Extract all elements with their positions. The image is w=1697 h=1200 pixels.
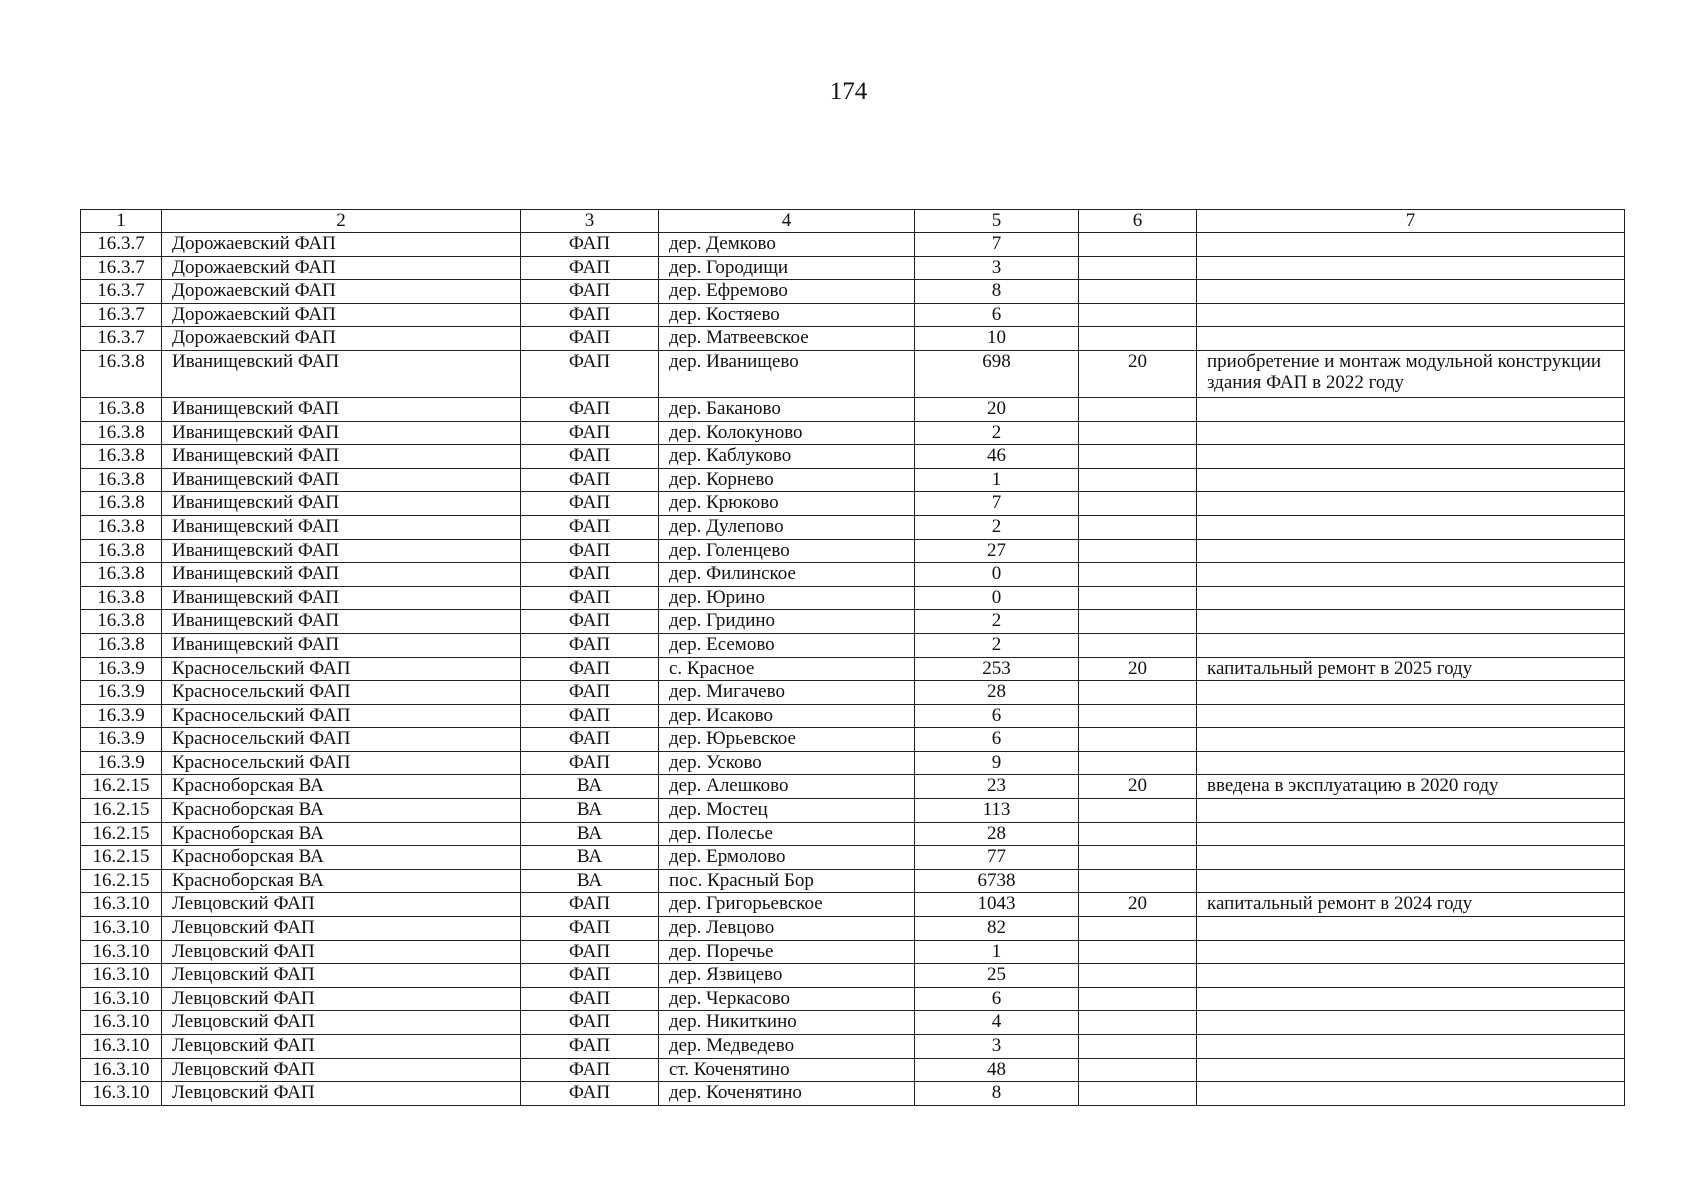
settlement-cell: дер. Городищи [659,256,915,280]
table-row [81,468,1625,492]
facility-name-cell: Иванищевский ФАП [162,610,521,634]
settlement-cell: дер. Гридино [659,610,915,634]
population-cell: 46 [915,445,1079,469]
note-cell [1197,704,1625,728]
settlement-cell: дер. Поречье [659,940,915,964]
settlement-cell: дер. Никиткино [659,1011,915,1035]
table-body [81,233,1625,1106]
facility-type-cell: ФАП [521,751,659,775]
table-row [81,586,1625,610]
population-cell: 6738 [915,869,1079,893]
note-cell [1197,327,1625,351]
note-cell [1197,1082,1625,1106]
facility-name-cell: Иванищевский ФАП [162,563,521,587]
table-row [81,515,1625,539]
table-row [81,751,1625,775]
note-cell [1197,822,1625,846]
row-number-cell: 16.3.8 [81,539,162,563]
table-row [81,1035,1625,1059]
population-cell: 82 [915,917,1079,941]
column-header: 1 [81,210,162,233]
facility-name-cell: Иванищевский ФАП [162,492,521,516]
column-header: 5 [915,210,1079,233]
distance-cell [1079,327,1197,351]
distance-cell [1079,869,1197,893]
table-row [81,775,1625,799]
facility-type-cell: ВА [521,775,659,799]
note-cell [1197,681,1625,705]
table-row [81,846,1625,870]
settlements-table [80,209,1625,1106]
column-header: 7 [1197,210,1625,233]
distance-cell [1079,704,1197,728]
facility-type-cell: ВА [521,846,659,870]
settlement-cell: дер. Корнево [659,468,915,492]
row-number-cell: 16.3.10 [81,940,162,964]
population-cell: 25 [915,964,1079,988]
population-cell: 6 [915,704,1079,728]
row-number-cell: 16.3.9 [81,681,162,705]
distance-cell [1079,633,1197,657]
row-number-cell: 16.3.10 [81,1035,162,1059]
facility-type-cell: ФАП [521,657,659,681]
facility-type-cell: ФАП [521,303,659,327]
note-cell [1197,1058,1625,1082]
table-row [81,563,1625,587]
table-row [81,1058,1625,1082]
facility-type-cell: ФАП [521,397,659,421]
facility-name-cell: Иванищевский ФАП [162,586,521,610]
note-cell [1197,1035,1625,1059]
distance-cell [1079,822,1197,846]
population-cell: 253 [915,657,1079,681]
note-cell [1197,610,1625,634]
facility-type-cell: ВА [521,799,659,823]
table-row [81,1082,1625,1106]
facility-type-cell: ФАП [521,586,659,610]
facility-name-cell: Красносельский ФАП [162,751,521,775]
facility-name-cell: Дорожаевский ФАП [162,327,521,351]
settlement-cell: дер. Коченятино [659,1082,915,1106]
population-cell: 4 [915,1011,1079,1035]
facility-name-cell: Иванищевский ФАП [162,397,521,421]
row-number-cell: 16.3.9 [81,704,162,728]
population-cell: 0 [915,586,1079,610]
table-row [81,987,1625,1011]
population-cell: 1 [915,940,1079,964]
population-cell: 3 [915,1035,1079,1059]
note-cell [1197,468,1625,492]
facility-type-cell: ФАП [521,468,659,492]
row-number-cell: 16.3.7 [81,303,162,327]
note-cell [1197,1011,1625,1035]
distance-cell [1079,256,1197,280]
facility-name-cell: Красноборская ВА [162,869,521,893]
row-number-cell: 16.3.8 [81,445,162,469]
column-header: 3 [521,210,659,233]
table-row [81,917,1625,941]
table-row [81,893,1625,917]
table-row [81,233,1625,257]
population-cell: 1043 [915,893,1079,917]
distance-cell [1079,799,1197,823]
note-cell [1197,539,1625,563]
settlement-cell: дер. Черкасово [659,987,915,1011]
column-header: 6 [1079,210,1197,233]
facility-name-cell: Иванищевский ФАП [162,350,521,397]
facility-name-cell: Красноборская ВА [162,799,521,823]
distance-cell [1079,586,1197,610]
distance-cell [1079,1035,1197,1059]
note-cell [1197,563,1625,587]
settlement-cell: дер. Матвеевское [659,327,915,351]
settlement-cell: дер. Есемово [659,633,915,657]
settlement-cell: дер. Исаково [659,704,915,728]
settlement-cell: дер. Медведево [659,1035,915,1059]
facility-name-cell: Красносельский ФАП [162,704,521,728]
table-row [81,681,1625,705]
note-cell [1197,280,1625,304]
row-number-cell: 16.3.10 [81,1011,162,1035]
row-number-cell: 16.2.15 [81,799,162,823]
facility-type-cell: ФАП [521,233,659,257]
settlement-cell: с. Красное [659,657,915,681]
population-cell: 8 [915,1082,1079,1106]
note-cell: введена в эксплуатацию в 2020 году [1197,775,1625,799]
distance-cell [1079,563,1197,587]
row-number-cell: 16.3.9 [81,657,162,681]
note-cell: приобретение и монтаж модульной конструкции здания ФАП в 2022 году [1197,350,1625,397]
distance-cell [1079,421,1197,445]
table-row [81,539,1625,563]
facility-name-cell: Дорожаевский ФАП [162,280,521,304]
facility-type-cell: ФАП [521,350,659,397]
settlement-cell: дер. Костяево [659,303,915,327]
settlement-cell: ст. Коченятино [659,1058,915,1082]
facility-name-cell: Левцовский ФАП [162,917,521,941]
table-row [81,445,1625,469]
row-number-cell: 16.3.8 [81,586,162,610]
row-number-cell: 16.3.8 [81,492,162,516]
facility-name-cell: Левцовский ФАП [162,893,521,917]
row-number-cell: 16.3.7 [81,280,162,304]
facility-name-cell: Дорожаевский ФАП [162,303,521,327]
distance-cell [1079,964,1197,988]
facility-name-cell: Красноборская ВА [162,822,521,846]
facility-name-cell: Красноборская ВА [162,846,521,870]
facility-type-cell: ФАП [521,280,659,304]
settlement-cell: дер. Ефремово [659,280,915,304]
distance-cell [1079,940,1197,964]
row-number-cell: 16.3.8 [81,468,162,492]
population-cell: 2 [915,610,1079,634]
population-cell: 77 [915,846,1079,870]
distance-cell: 20 [1079,893,1197,917]
note-cell [1197,751,1625,775]
settlement-cell: дер. Филинское [659,563,915,587]
facility-type-cell: ФАП [521,515,659,539]
table-row [81,822,1625,846]
facility-type-cell: ФАП [521,445,659,469]
facility-type-cell: ФАП [521,1058,659,1082]
page-number: 174 [829,78,868,105]
distance-cell [1079,468,1197,492]
population-cell: 7 [915,492,1079,516]
settlement-cell: дер. Баканово [659,397,915,421]
population-cell: 28 [915,681,1079,705]
distance-cell [1079,728,1197,752]
note-cell [1197,586,1625,610]
distance-cell [1079,1082,1197,1106]
facility-type-cell: ФАП [521,492,659,516]
distance-cell [1079,539,1197,563]
facility-name-cell: Иванищевский ФАП [162,633,521,657]
population-cell: 0 [915,563,1079,587]
population-cell: 20 [915,397,1079,421]
table-row [81,633,1625,657]
row-number-cell: 16.3.10 [81,964,162,988]
row-number-cell: 16.3.8 [81,397,162,421]
note-cell [1197,233,1625,257]
settlement-cell: дер. Григорьевское [659,893,915,917]
row-number-cell: 16.3.8 [81,421,162,445]
row-number-cell: 16.3.7 [81,256,162,280]
facility-type-cell: ФАП [521,256,659,280]
table-row [81,421,1625,445]
row-number-cell: 16.3.7 [81,233,162,257]
settlement-cell: дер. Дулепово [659,515,915,539]
table-row [81,657,1625,681]
population-cell: 2 [915,515,1079,539]
row-number-cell: 16.3.8 [81,563,162,587]
population-cell: 28 [915,822,1079,846]
table-row [81,327,1625,351]
row-number-cell: 16.3.7 [81,327,162,351]
row-number-cell: 16.3.9 [81,751,162,775]
table-row [81,704,1625,728]
facility-name-cell: Красносельский ФАП [162,728,521,752]
note-cell [1197,492,1625,516]
note-cell [1197,728,1625,752]
distance-cell [1079,987,1197,1011]
facility-type-cell: ФАП [521,563,659,587]
note-cell [1197,633,1625,657]
row-number-cell: 16.2.15 [81,869,162,893]
population-cell: 2 [915,633,1079,657]
population-cell: 6 [915,728,1079,752]
note-cell [1197,303,1625,327]
facility-type-cell: ФАП [521,728,659,752]
distance-cell [1079,515,1197,539]
table-row [81,256,1625,280]
table-row [81,303,1625,327]
facility-type-cell: ФАП [521,681,659,705]
population-cell: 7 [915,233,1079,257]
column-header: 2 [162,210,521,233]
row-number-cell: 16.3.9 [81,728,162,752]
facility-name-cell: Левцовский ФАП [162,1035,521,1059]
settlement-cell: дер. Колокуново [659,421,915,445]
settlement-cell: дер. Демково [659,233,915,257]
facility-type-cell: ФАП [521,1011,659,1035]
note-cell [1197,940,1625,964]
column-header: 4 [659,210,915,233]
note-cell [1197,987,1625,1011]
population-cell: 3 [915,256,1079,280]
distance-cell [1079,751,1197,775]
facility-type-cell: ФАП [521,964,659,988]
settlement-cell: дер. Юрино [659,586,915,610]
facility-type-cell: ФАП [521,327,659,351]
settlement-cell: дер. Каблуково [659,445,915,469]
table-row [81,728,1625,752]
facility-name-cell: Левцовский ФАП [162,1058,521,1082]
population-cell: 6 [915,303,1079,327]
facility-name-cell: Красноборская ВА [162,775,521,799]
facility-name-cell: Дорожаевский ФАП [162,233,521,257]
facility-name-cell: Левцовский ФАП [162,1011,521,1035]
settlement-cell: дер. Мигачево [659,681,915,705]
facility-type-cell: ФАП [521,704,659,728]
facility-name-cell: Левцовский ФАП [162,1082,521,1106]
population-cell: 8 [915,280,1079,304]
settlement-cell: дер. Левцово [659,917,915,941]
facility-name-cell: Дорожаевский ФАП [162,256,521,280]
note-cell [1197,869,1625,893]
table-row [81,280,1625,304]
facility-name-cell: Иванищевский ФАП [162,539,521,563]
distance-cell [1079,397,1197,421]
population-cell: 23 [915,775,1079,799]
facility-name-cell: Левцовский ФАП [162,987,521,1011]
note-cell: капитальный ремонт в 2024 году [1197,893,1625,917]
table-row [81,350,1625,397]
row-number-cell: 16.3.10 [81,917,162,941]
distance-cell [1079,445,1197,469]
distance-cell [1079,1058,1197,1082]
facility-name-cell: Иванищевский ФАП [162,515,521,539]
facility-type-cell: ФАП [521,1082,659,1106]
settlement-cell: дер. Мостец [659,799,915,823]
population-cell: 2 [915,421,1079,445]
settlement-cell: дер. Полесье [659,822,915,846]
note-cell [1197,256,1625,280]
population-cell: 10 [915,327,1079,351]
table-header-row [81,210,1625,233]
note-cell [1197,964,1625,988]
distance-cell [1079,917,1197,941]
facility-type-cell: ВА [521,869,659,893]
population-cell: 6 [915,987,1079,1011]
distance-cell: 20 [1079,350,1197,397]
note-cell [1197,846,1625,870]
facility-type-cell: ФАП [521,421,659,445]
distance-cell [1079,610,1197,634]
distance-cell [1079,1011,1197,1035]
settlement-cell: дер. Голенцево [659,539,915,563]
table-row [81,1011,1625,1035]
settlement-cell: дер. Усково [659,751,915,775]
row-number-cell: 16.3.8 [81,515,162,539]
row-number-cell: 16.3.10 [81,1082,162,1106]
distance-cell [1079,681,1197,705]
settlement-cell: дер. Ермолово [659,846,915,870]
distance-cell [1079,846,1197,870]
row-number-cell: 16.3.10 [81,1058,162,1082]
population-cell: 27 [915,539,1079,563]
row-number-cell: 16.3.8 [81,610,162,634]
facility-type-cell: ФАП [521,633,659,657]
table-row [81,940,1625,964]
population-cell: 48 [915,1058,1079,1082]
facility-type-cell: ФАП [521,917,659,941]
distance-cell [1079,492,1197,516]
facility-type-cell: ФАП [521,940,659,964]
note-cell: капитальный ремонт в 2025 году [1197,657,1625,681]
note-cell [1197,421,1625,445]
settlement-cell: дер. Юрьевское [659,728,915,752]
facility-type-cell: ВА [521,822,659,846]
table-row [81,869,1625,893]
note-cell [1197,397,1625,421]
facility-name-cell: Иванищевский ФАП [162,468,521,492]
facility-type-cell: ФАП [521,893,659,917]
table-row [81,964,1625,988]
note-cell [1197,799,1625,823]
settlement-cell: дер. Крюково [659,492,915,516]
population-cell: 1 [915,468,1079,492]
distance-cell: 20 [1079,775,1197,799]
settlement-cell: дер. Алешково [659,775,915,799]
settlement-cell: дер. Иванищево [659,350,915,397]
row-number-cell: 16.2.15 [81,846,162,870]
facility-name-cell: Иванищевский ФАП [162,445,521,469]
facility-type-cell: ФАП [521,987,659,1011]
settlement-cell: дер. Язвицево [659,964,915,988]
distance-cell [1079,233,1197,257]
note-cell [1197,917,1625,941]
table-row [81,799,1625,823]
table-row [81,397,1625,421]
facility-type-cell: ФАП [521,539,659,563]
population-cell: 698 [915,350,1079,397]
facility-name-cell: Красносельский ФАП [162,657,521,681]
row-number-cell: 16.3.10 [81,987,162,1011]
row-number-cell: 16.3.10 [81,893,162,917]
row-number-cell: 16.3.8 [81,350,162,397]
row-number-cell: 16.3.8 [81,633,162,657]
facility-name-cell: Красносельский ФАП [162,681,521,705]
distance-cell [1079,280,1197,304]
table-row [81,610,1625,634]
population-cell: 9 [915,751,1079,775]
facility-name-cell: Иванищевский ФАП [162,421,521,445]
distance-cell [1079,303,1197,327]
facility-name-cell: Левцовский ФАП [162,940,521,964]
facility-name-cell: Левцовский ФАП [162,964,521,988]
distance-cell: 20 [1079,657,1197,681]
settlement-cell: пос. Красный Бор [659,869,915,893]
row-number-cell: 16.2.15 [81,822,162,846]
note-cell [1197,515,1625,539]
facility-type-cell: ФАП [521,1035,659,1059]
table-row [81,492,1625,516]
facility-type-cell: ФАП [521,610,659,634]
row-number-cell: 16.2.15 [81,775,162,799]
population-cell: 113 [915,799,1079,823]
note-cell [1197,445,1625,469]
